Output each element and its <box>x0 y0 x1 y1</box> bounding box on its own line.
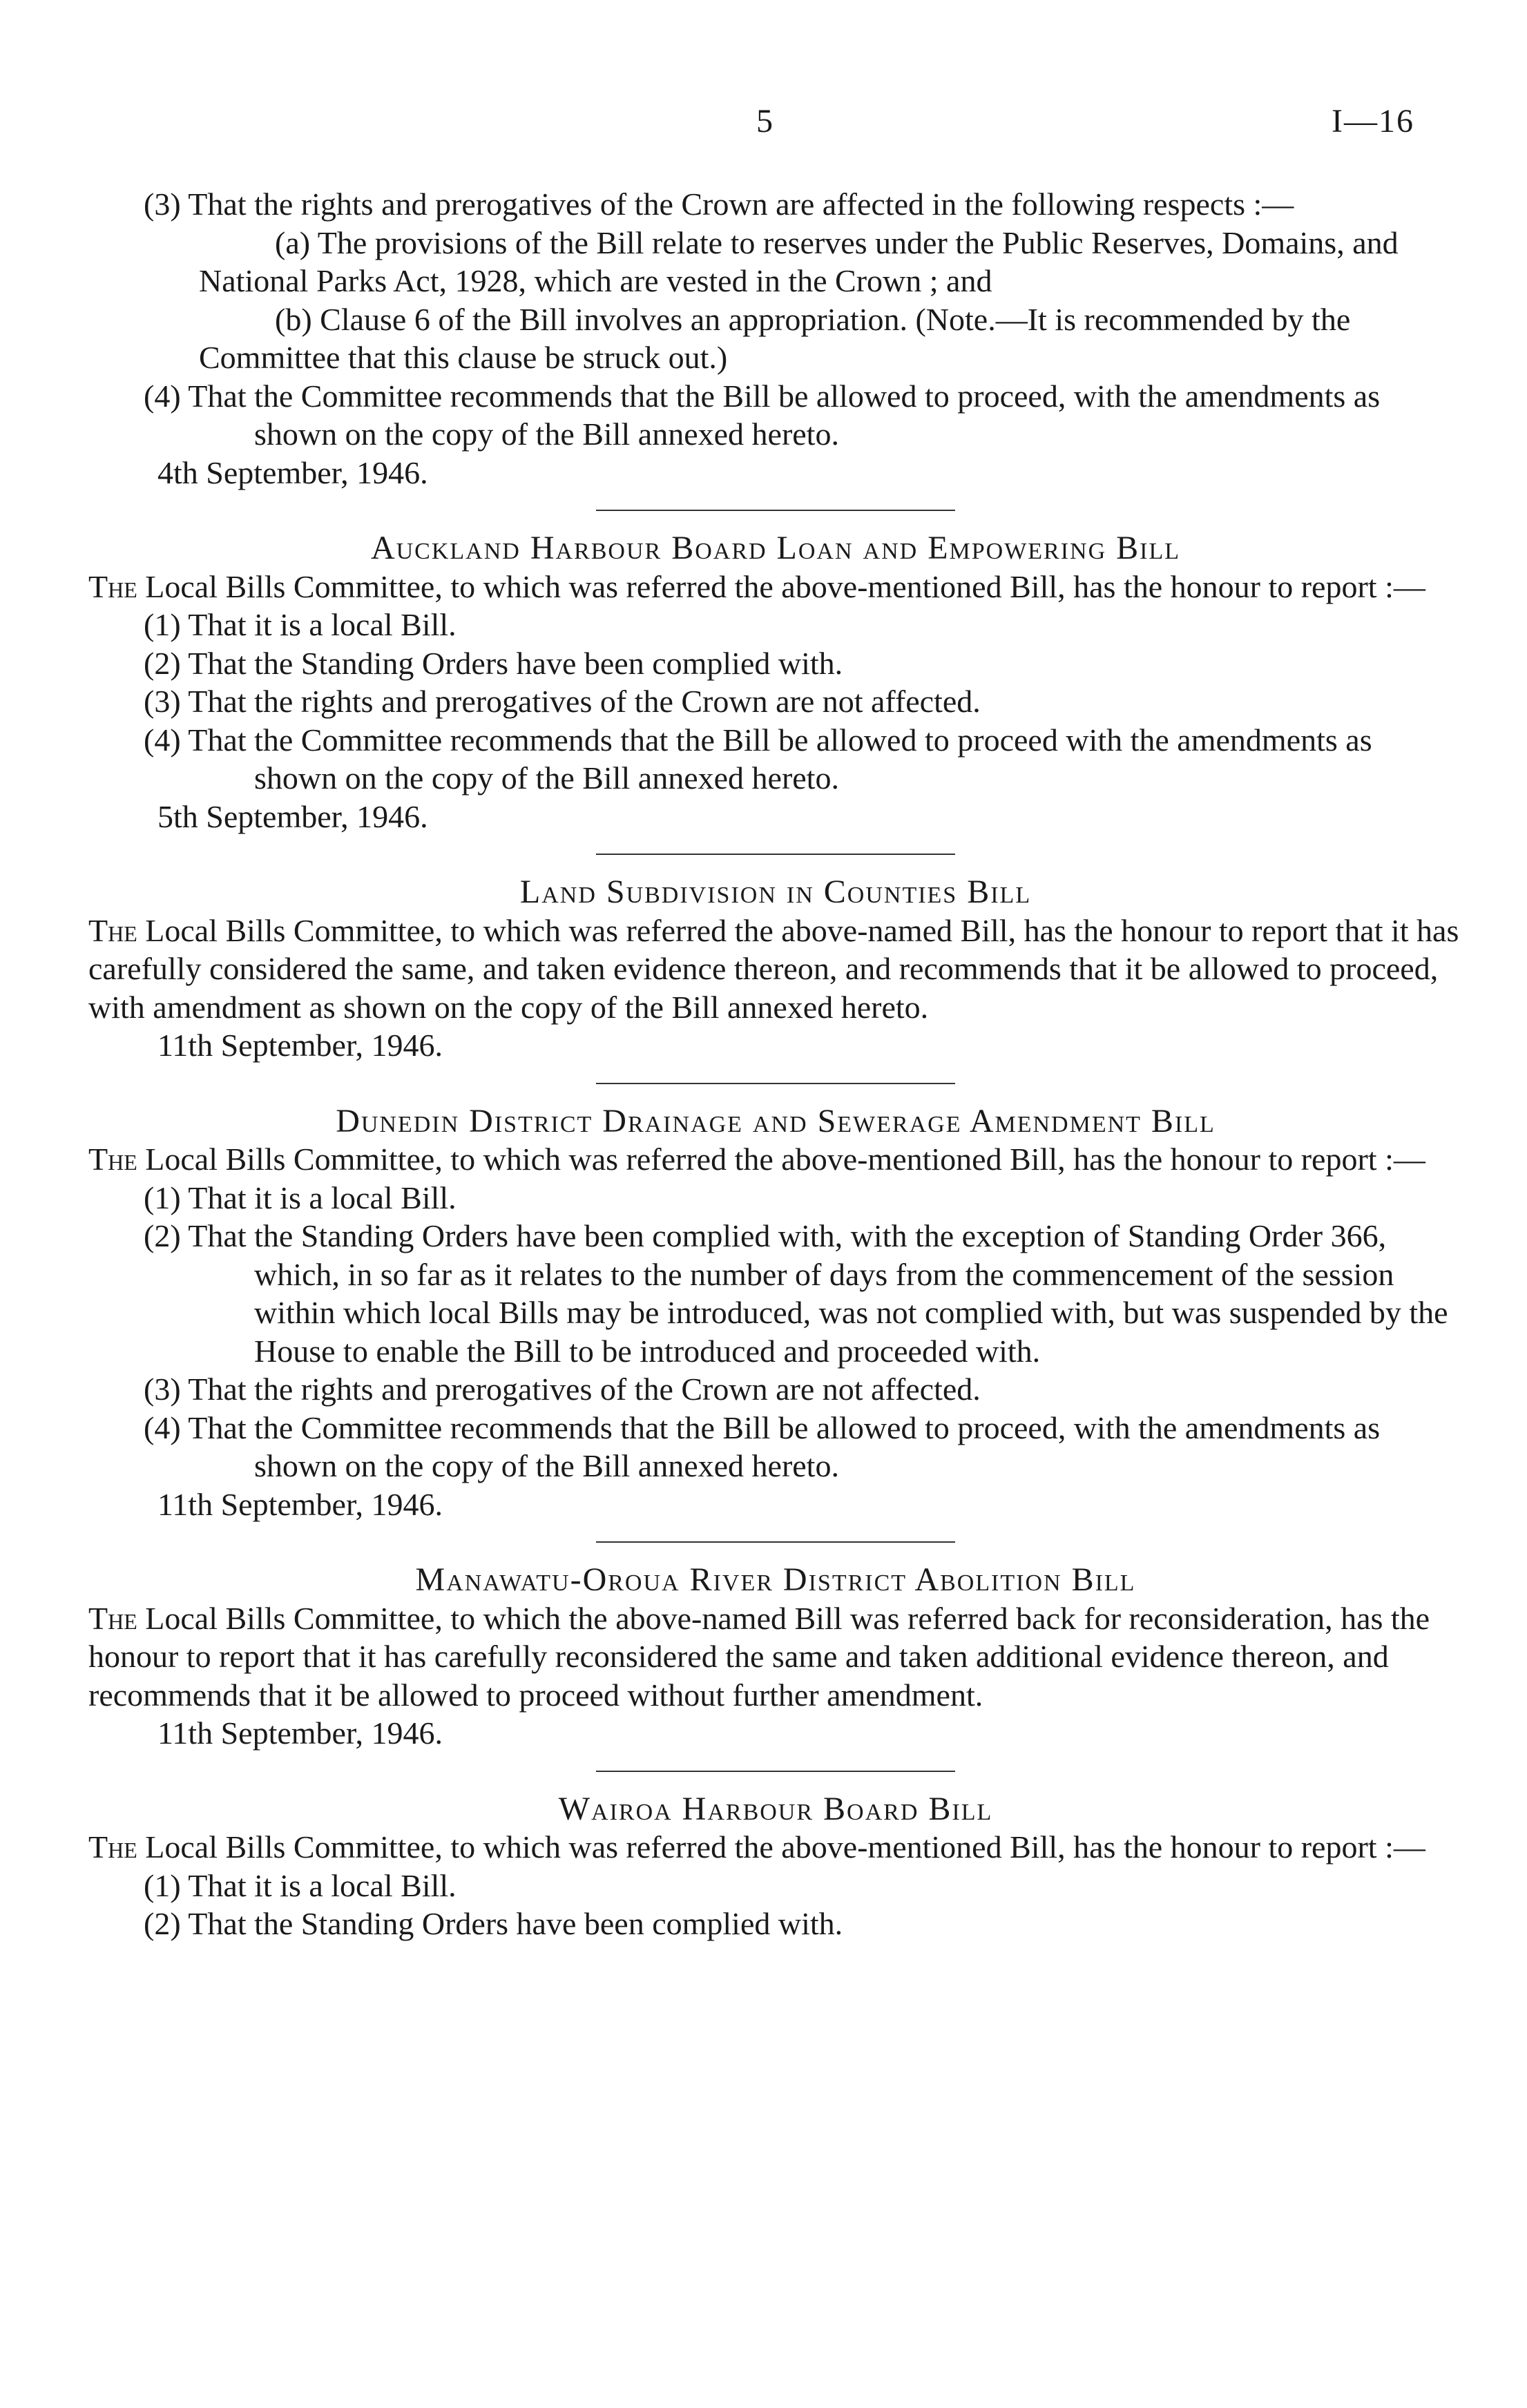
section-item: (4) That the Committee recommends that the Bill be allowed to proceed, with the amendments as shown on the copy of the Bill annexed hereto. <box>144 1409 1381 1483</box>
section-title: Land Subdivision in Counties Bill <box>519 874 1032 910</box>
section-date: 11th September, 1946. <box>157 1486 443 1522</box>
lead-word: The <box>88 1142 137 1177</box>
section-item: (4) That the Committee recommends that the Bill be allowed to proceed with the amendments as shown on the copy of the Bill annexed hereto. <box>144 722 1372 796</box>
intro-item-4: (4) That the Committee recommends that the Bill be allowed to proceed, with the amendments as shown on the copy of the Bill annexed hereto. <box>144 378 1381 452</box>
section-title: Wairoa Harbour Board Bill <box>558 1790 993 1827</box>
section-date: 11th September, 1946. <box>157 1715 443 1751</box>
page-header <box>0 102 1527 144</box>
section-title: Dunedin District Drainage and Sewerage Amendment Bill <box>336 1102 1216 1139</box>
section-date: 5th September, 1946. <box>157 798 428 834</box>
lead-word: The <box>88 912 137 948</box>
section-divider <box>596 1083 955 1084</box>
section-divider <box>596 1771 955 1772</box>
section-item: (1) That it is a local Bill. <box>144 1179 457 1215</box>
lead-word: The <box>88 1829 137 1865</box>
section-date: 11th September, 1946. <box>157 1028 443 1063</box>
intro-item-3b: (b) Clause 6 of the Bill involves an appropriation. (Note.—It is recommended by the Committee that this clause be struck out.) <box>199 301 1351 375</box>
section-title: Auckland Harbour Board Loan and Empowering Bill <box>370 530 1181 566</box>
page-number: 5 <box>756 103 773 139</box>
section-lead <box>88 912 1463 1027</box>
lead-text: Local Bills Committee, to which was referred the above-mentioned Bill, has the honour to report :— <box>137 568 1425 604</box>
lead-text: Local Bills Committee, to which the above-named Bill was referred back for reconsideration, has the honour to report that it has carefully reconsidered the same and taken additional evidence thereon, and recommends that it be allowed to proceed without further amendment. <box>88 1600 1430 1713</box>
section-title: Manawatu-Oroua River District Abolition Bill <box>415 1561 1136 1598</box>
section-lead <box>88 568 1463 606</box>
intro-date: 4th September, 1946. <box>157 454 428 490</box>
section-lead <box>88 1599 1463 1715</box>
document-reference: I—16 <box>1332 103 1414 139</box>
section-lead <box>88 1828 1463 1867</box>
section-item: (3) That the rights and prerogatives of the Crown are not affected. <box>144 684 981 719</box>
section-item: (2) That the Standing Orders have been complied with, with the exception of Standing Order 366, which, in so far as it relates to the number of days from the commencement of the session within which local Bills may be introduced, was not complied with, but was suspended by the House to enable the Bill to be introduced and proceeded with. <box>144 1218 1448 1369</box>
section-item: (2) That the Standing Orders have been complied with. <box>144 1906 843 1941</box>
lead-text: Local Bills Committee, to which was referred the above-named Bill, has the honour to report that it has carefully considered the same, and taken evidence thereon, and recommends that it be allowed to proceed, with amendment as shown on the copy of the Bill annexed hereto. <box>88 912 1459 1025</box>
section-item: (3) That the rights and prerogatives of the Crown are not affected. <box>144 1371 981 1407</box>
lead-word: The <box>88 1600 137 1636</box>
intro-item-3: (3) That the rights and prerogatives of the Crown are affected in the following respects :— <box>144 186 1294 222</box>
section-divider <box>596 510 955 511</box>
section-item: (2) That the Standing Orders have been complied with. <box>144 645 843 681</box>
section-item: (1) That it is a local Bill. <box>144 607 457 642</box>
section-divider <box>596 854 955 855</box>
lead-text: Local Bills Committee, to which was referred the above-mentioned Bill, has the honour to report :— <box>137 1829 1425 1865</box>
section-item: (1) That it is a local Bill. <box>144 1867 457 1903</box>
lead-word: The <box>88 568 137 604</box>
lead-text: Local Bills Committee, to which was referred the above-mentioned Bill, has the honour to report :— <box>137 1142 1425 1177</box>
intro-item-3a: (a) The provisions of the Bill relate to reserves under the Public Reserves, Domains, and National Parks Act, 1928, which are vested in the Crown ; and <box>199 224 1399 298</box>
page-body <box>88 185 1463 1943</box>
section-divider <box>596 1541 955 1543</box>
section-lead <box>88 1140 1463 1179</box>
